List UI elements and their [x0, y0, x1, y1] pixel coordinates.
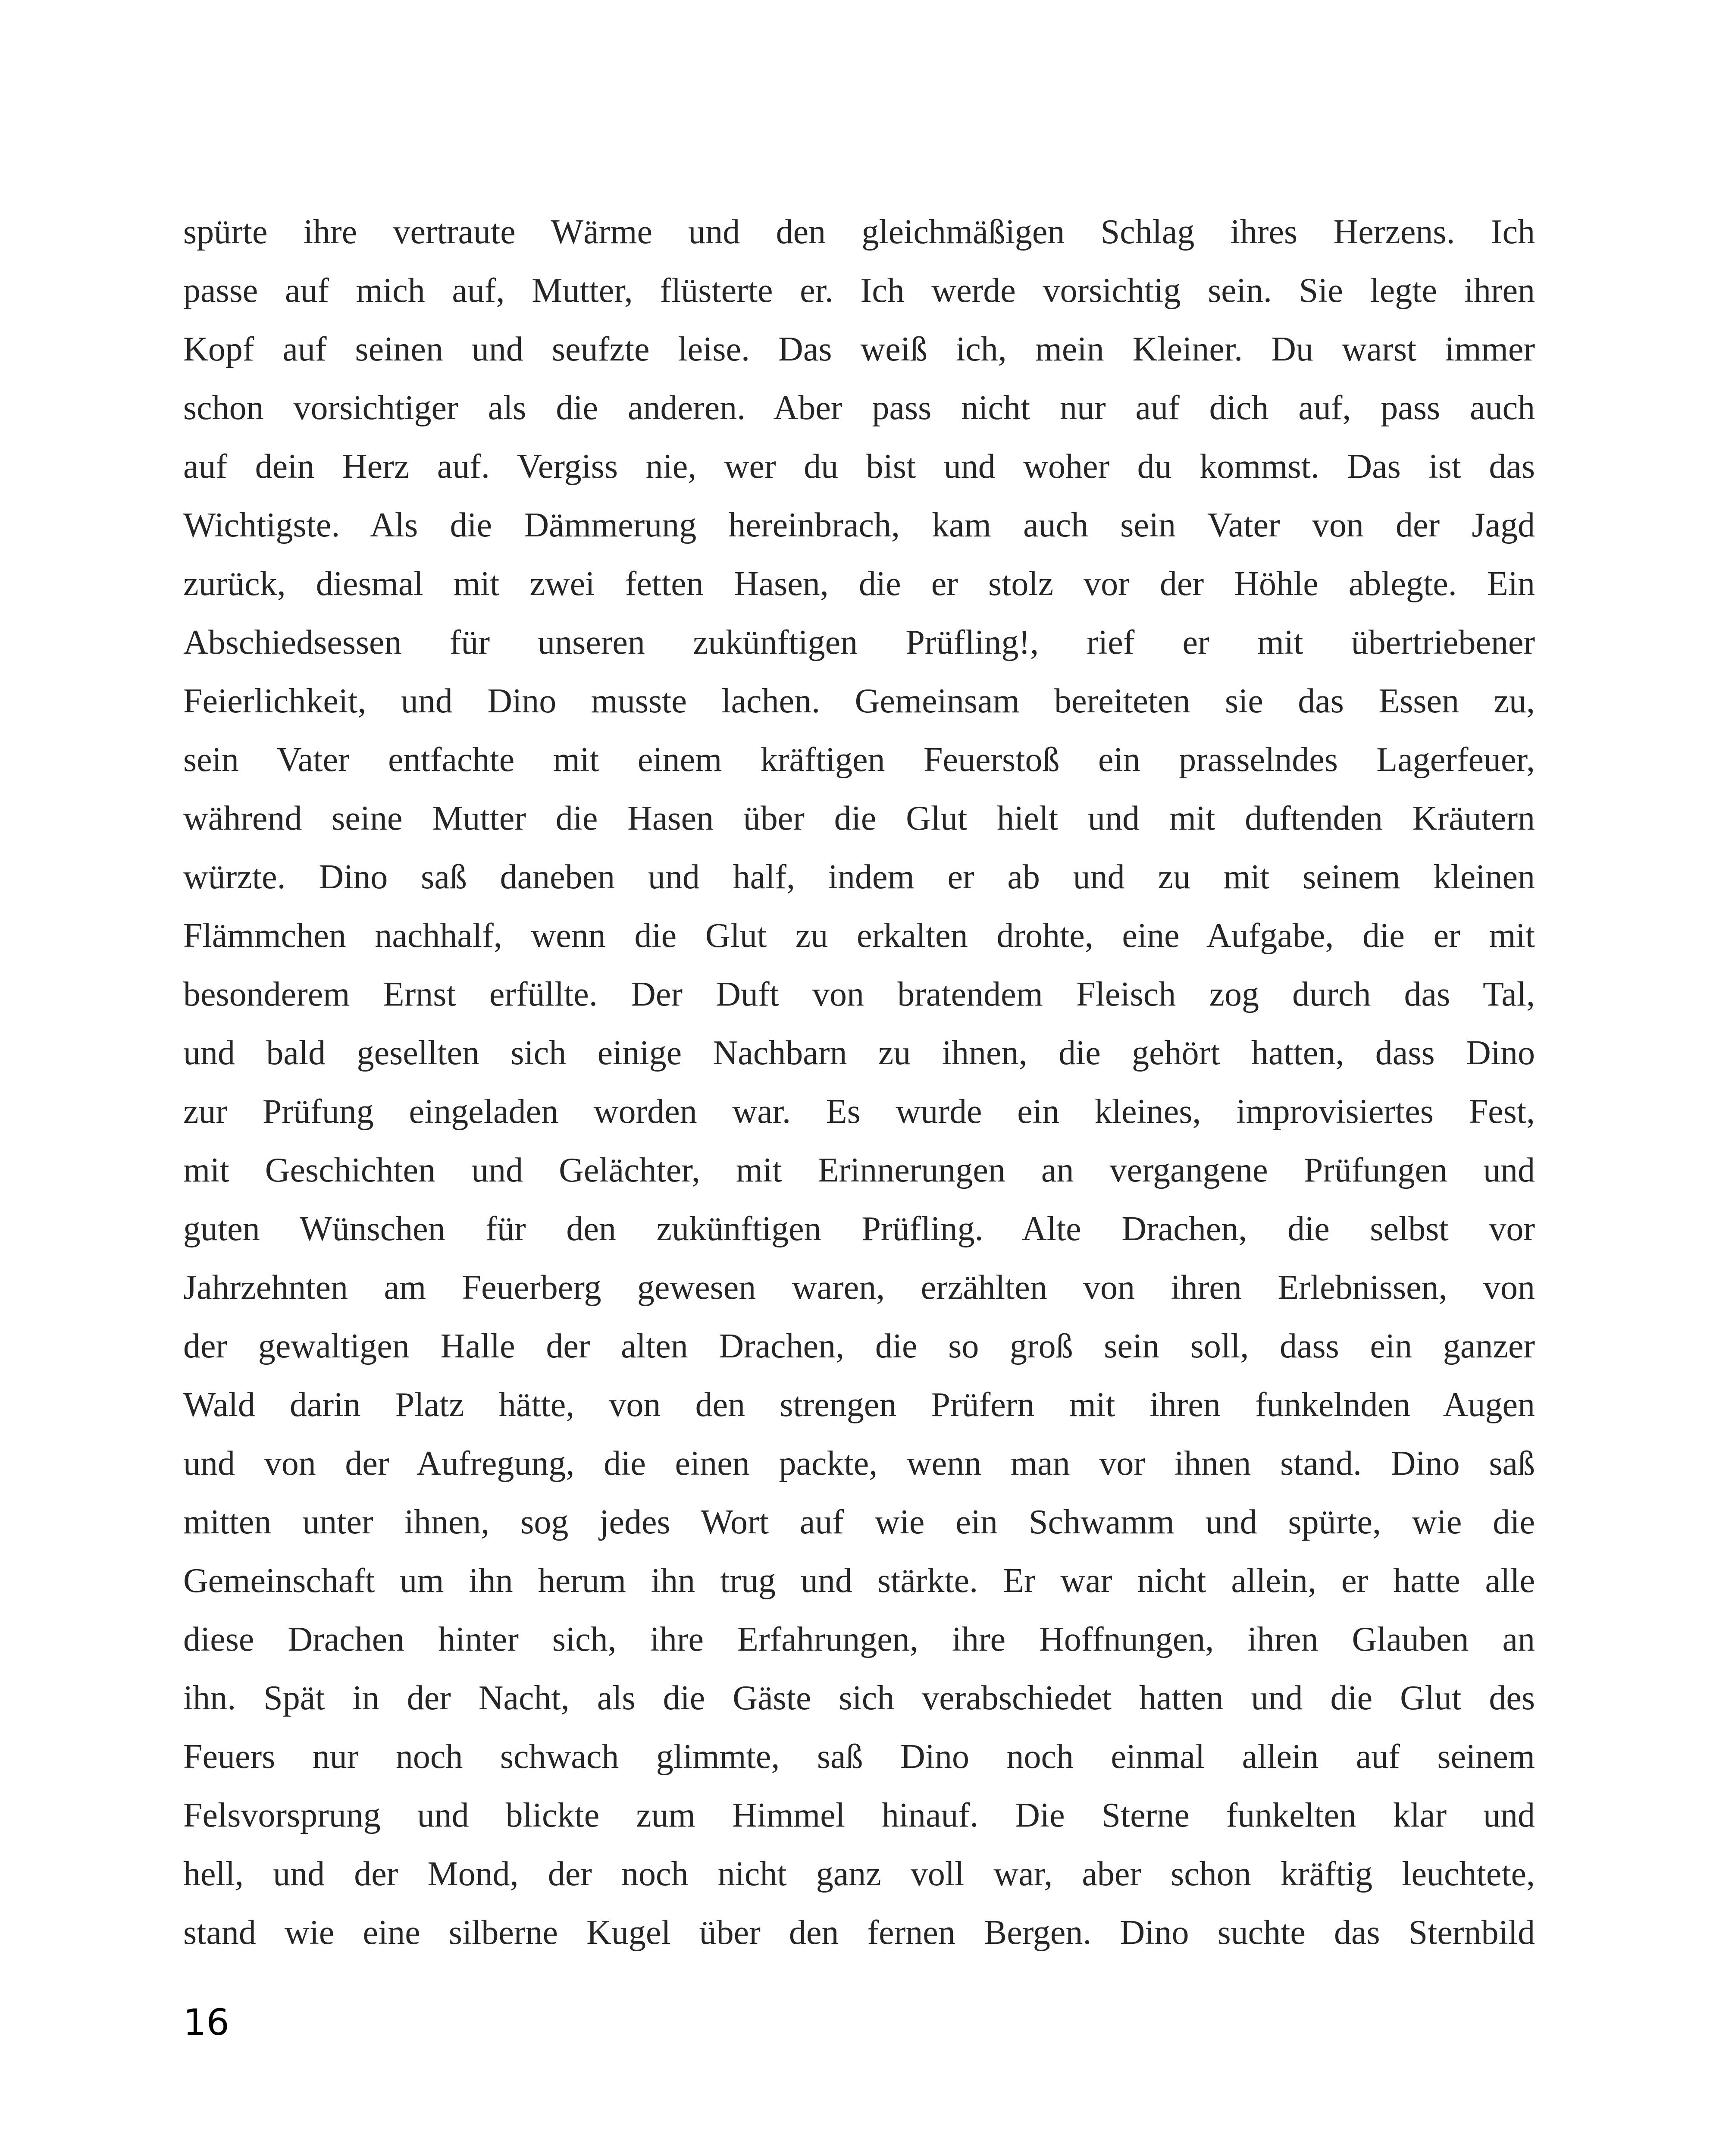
text-line: während seine Mutter die Hasen über die Glut hielt und mit duftenden Kräutern — [183, 799, 1535, 837]
text-line: mitten unter ihnen, sog jedes Wort auf wie ein Schwamm und spürte, wie die — [183, 1503, 1535, 1541]
text-line: mit Geschichten und Gelächter, mit Erinnerungen an vergangene Prüfungen und — [183, 1151, 1535, 1189]
text-line: der gewaltigen Halle der alten Drachen, die so groß sein soll, dass ein ganzer — [183, 1327, 1535, 1365]
text-line: Wichtigste. Als die Dämmerung hereinbrach, kam auch sein Vater von der Jagd — [183, 506, 1535, 544]
text-line: guten Wünschen für den zukünftigen Prüfling. Alte Drachen, die selbst vor — [183, 1210, 1535, 1248]
text-line: auf dein Herz auf. Vergiss nie, wer du bist und woher du kommst. Das ist das — [183, 448, 1535, 486]
text-line: schon vorsichtiger als die anderen. Aber pass nicht nur auf dich auf, pass auch — [183, 389, 1535, 427]
text-line: zur Prüfung eingeladen worden war. Es wurde ein kleines, improvisiertes Fest, — [183, 1093, 1535, 1131]
text-line: Gemeinschaft um ihn herum ihn trug und stärkte. Er war nicht allein, er hatte alle — [183, 1562, 1535, 1600]
text-line: Jahrzehnten am Feuerberg gewesen waren, erzählten von ihren Erlebnissen, von — [183, 1269, 1535, 1307]
text-line: stand wie eine silberne Kugel über den fernen Bergen. Dino suchte das Sternbild — [183, 1914, 1535, 1952]
text-line: Felsvorsprung und blickte zum Himmel hinauf. Die Sterne funkelten klar und — [183, 1796, 1535, 1834]
text-line: und von der Aufregung, die einen packte, wenn man vor ihnen stand. Dino saß — [183, 1445, 1535, 1482]
text-line: Kopf auf seinen und seufzte leise. Das weiß ich, mein Kleiner. Du warst immer — [183, 330, 1535, 368]
text-line: Flämmchen nachhalf, wenn die Glut zu erkalten drohte, eine Aufgabe, die er mit — [183, 917, 1535, 955]
text-line: zurück, diesmal mit zwei fetten Hasen, die er stolz vor der Höhle ablegte. Ein — [183, 565, 1535, 603]
text-line: Wald darin Platz hätte, von den strengen Prüfern mit ihren funkelnden Augen — [183, 1386, 1535, 1424]
text-line: spürte ihre vertraute Wärme und den gleichmäßigen Schlag ihres Herzens. Ich — [183, 213, 1535, 251]
text-line: diese Drachen hinter sich, ihre Erfahrungen, ihre Hoffnungen, ihren Glauben an — [183, 1620, 1535, 1658]
text-line: Abschiedsessen für unseren zukünftigen Prüfling!, rief er mit übertriebener — [183, 624, 1535, 661]
text-line: hell, und der Mond, der noch nicht ganz voll war, aber schon kräftig leuchtete, — [183, 1855, 1535, 1893]
text-line: und bald gesellten sich einige Nachbarn zu ihnen, die gehört hatten, dass Dino — [183, 1034, 1535, 1072]
text-line: würzte. Dino saß daneben und half, indem er ab und zu mit seinem kleinen — [183, 858, 1535, 896]
text-line: besonderem Ernst erfüllte. Der Duft von bratendem Fleisch zog durch das Tal, — [183, 975, 1535, 1013]
text-line: sein Vater entfachte mit einem kräftigen Feuerstoß ein prasselndes Lagerfeuer, — [183, 741, 1535, 779]
page-number: 16 — [183, 2001, 229, 2043]
text-line: passe auf mich auf, Mutter, flüsterte er. Ich werde vorsichtig sein. Sie legte ihren — [183, 272, 1535, 310]
text-line: Feierlichkeit, und Dino musste lachen. Gemeinsam bereiteten sie das Essen zu, — [183, 682, 1535, 720]
text-line: ihn. Spät in der Nacht, als die Gäste sich verabschiedet hatten und die Glut des — [183, 1679, 1535, 1717]
text-line: Feuers nur noch schwach glimmte, saß Dino noch einmal allein auf seinem — [183, 1738, 1535, 1776]
body-text — [183, 203, 1535, 1962]
